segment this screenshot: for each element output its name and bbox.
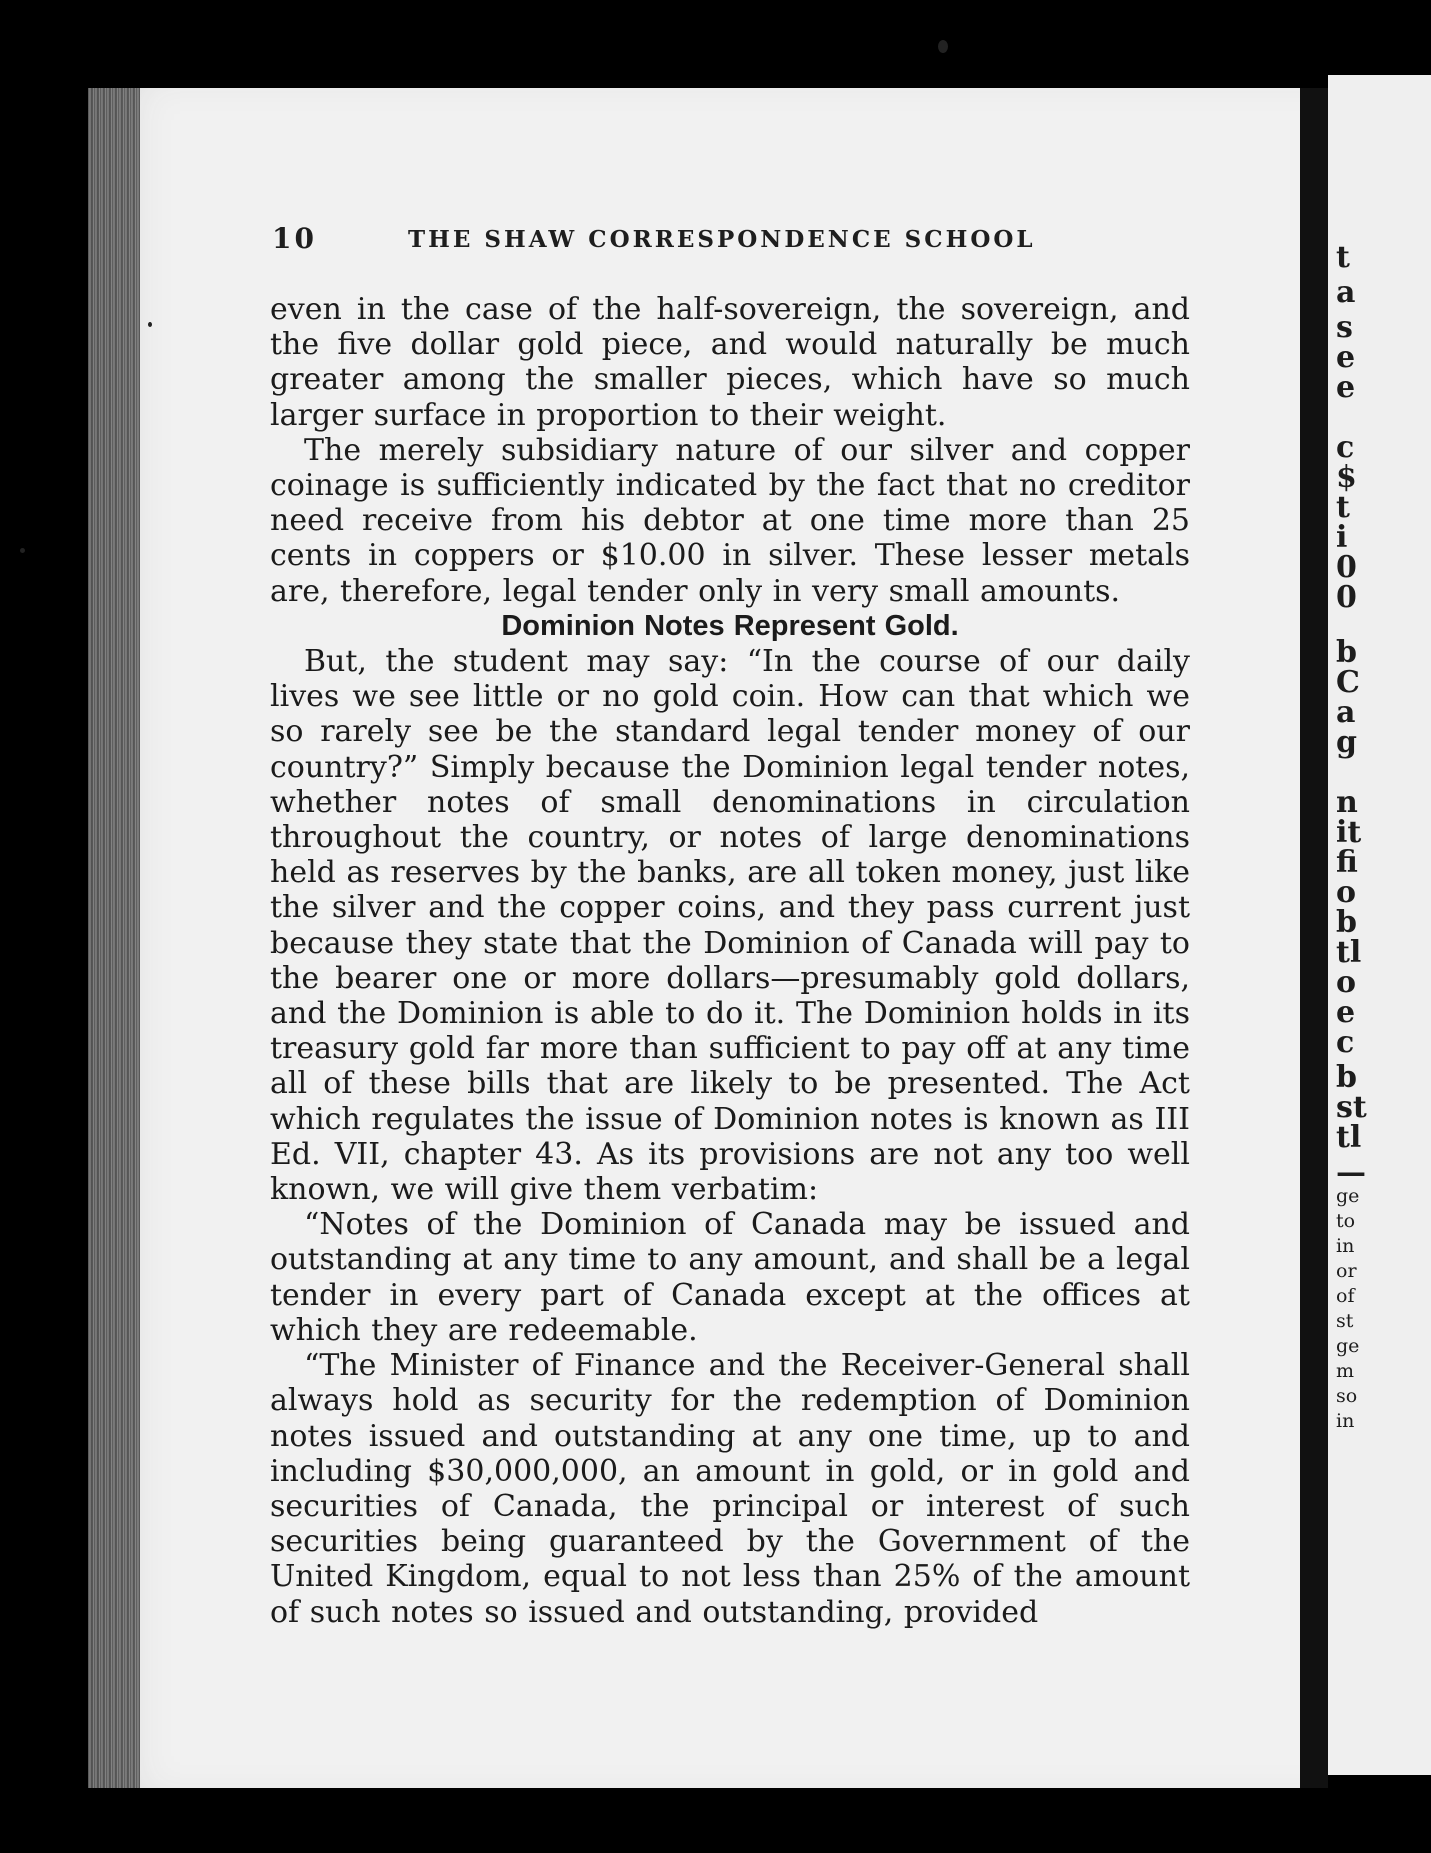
facing-page-fragment: c [1336, 430, 1355, 465]
facing-page-fragment: n [1336, 785, 1358, 820]
facing-page-fragment: tl [1336, 935, 1362, 970]
facing-page-fragment: so [1336, 1385, 1358, 1407]
facing-page-fragment: g [1336, 725, 1357, 760]
facing-page-fragment: 0 [1336, 550, 1357, 585]
facing-page-fragment: a [1336, 695, 1356, 730]
paragraph: But, the student may say: “In the course of our daily lives we see little or no gold coin. How can that which we so rarely see be the standard legal tender money of our country?” Simply because the Dominion legal tender notes, whether notes of small denominations in circulation throughout the country, or notes of large denominations held as reserves by the banks, are all token money, just like the silver and the copper coins, and they pass current just because they state that the Dominion of Canada will pay to the bearer one or more dollars—presumably gold dollars, and the Dominion is able to do it. The Dominion holds in its treasury gold far more than sufficient to pay off at any time all of these bills that are likely to be presented. The Act which regulates the issue of Dominion notes is known as III Ed. VII, chapter 43. As its provisions are not any too well known, we will give them verbatim: [270, 644, 1190, 1208]
facing-page-fragment: e [1336, 370, 1356, 405]
page-number: 10 [272, 222, 317, 255]
facing-page-fragment: 0 [1336, 580, 1357, 615]
facing-page-fragment: it [1336, 815, 1362, 850]
facing-page-fragment: b [1336, 905, 1357, 940]
facing-page-fragment: in [1336, 1410, 1355, 1432]
facing-page-fragment: — [1336, 1155, 1366, 1190]
book-gutter [1300, 88, 1328, 1788]
facing-page-fragment: t [1336, 240, 1350, 275]
facing-page-fragment: C [1336, 665, 1360, 700]
scan-speck [148, 322, 152, 327]
facing-page-fragment: b [1336, 1060, 1357, 1095]
running-header [272, 222, 1102, 258]
facing-page-fragment: tl [1336, 1120, 1362, 1155]
facing-page-fragment: o [1336, 875, 1357, 910]
facing-page-fragment: or [1336, 1260, 1357, 1282]
facing-page-fragment: o [1336, 965, 1357, 1000]
running-title: THE SHAW CORRESPONDENCE SCHOOL [408, 226, 1036, 253]
facing-page-fragment: t [1336, 490, 1350, 525]
facing-page-fragment: s [1336, 310, 1353, 345]
facing-page-fragment: m [1336, 1360, 1355, 1382]
scan-speck [20, 548, 25, 553]
paragraph: even in the case of the half-sovereign, the sovereign, and the five dollar gold piece, and would naturally be much greater among the smaller pieces, which have so much larger surface in proportion to their weight. [270, 292, 1190, 433]
facing-page-fragment: i [1336, 520, 1348, 555]
facing-page-fragment: st [1336, 1090, 1367, 1125]
quoted-paragraph: “Notes of the Dominion of Canada may be issued and outstanding at any time to any amount, and shall be a legal tender in every part of Canada except at the offices at which they are redeemable. [270, 1207, 1190, 1348]
page-body [270, 292, 1190, 1630]
facing-page-fragment: $ [1336, 460, 1357, 495]
facing-page-fragment: b [1336, 635, 1357, 670]
facing-page-fragment: ge [1336, 1335, 1360, 1357]
scan-speck [938, 40, 948, 53]
section-heading: Dominion Notes Represent Gold. [501, 609, 959, 642]
page-binding-edge [88, 88, 140, 1788]
facing-page-fragment: c [1336, 1025, 1355, 1060]
paragraph: The merely subsidiary nature of our silver and copper coinage is sufficiently indicated by the fact that no creditor need receive from his debtor at one time more than 25 cents in coppers or $10.00 in silver. These lesser metals are, therefore, legal tender only in very small amounts. [270, 432, 1190, 609]
facing-page-fragment: to [1336, 1210, 1356, 1232]
facing-page-fragment: st [1336, 1310, 1354, 1332]
facing-page-fragment: a [1336, 275, 1356, 310]
facing-page-fragment: in [1336, 1235, 1355, 1257]
quoted-paragraph: “The Minister of Finance and the Receiver-General shall always hold as security for the redemption of Dominion notes issued and outstanding at any one time, up to and including $30,000,000, an amount in gold, or in gold and securities of Canada, the principal or interest of such securities being guaranteed by the Government of the United Kingdom, equal to not less than 25% of the amount of such notes so issued and outstanding, provided [270, 1348, 1190, 1630]
facing-page-fragment: ge [1336, 1185, 1360, 1207]
facing-page-fragment: fi [1336, 845, 1358, 880]
facing-page-fragment: e [1336, 995, 1356, 1030]
facing-page-fragment: e [1336, 340, 1356, 375]
facing-page-edge [1328, 75, 1431, 1775]
facing-page-fragment: of [1336, 1285, 1355, 1307]
